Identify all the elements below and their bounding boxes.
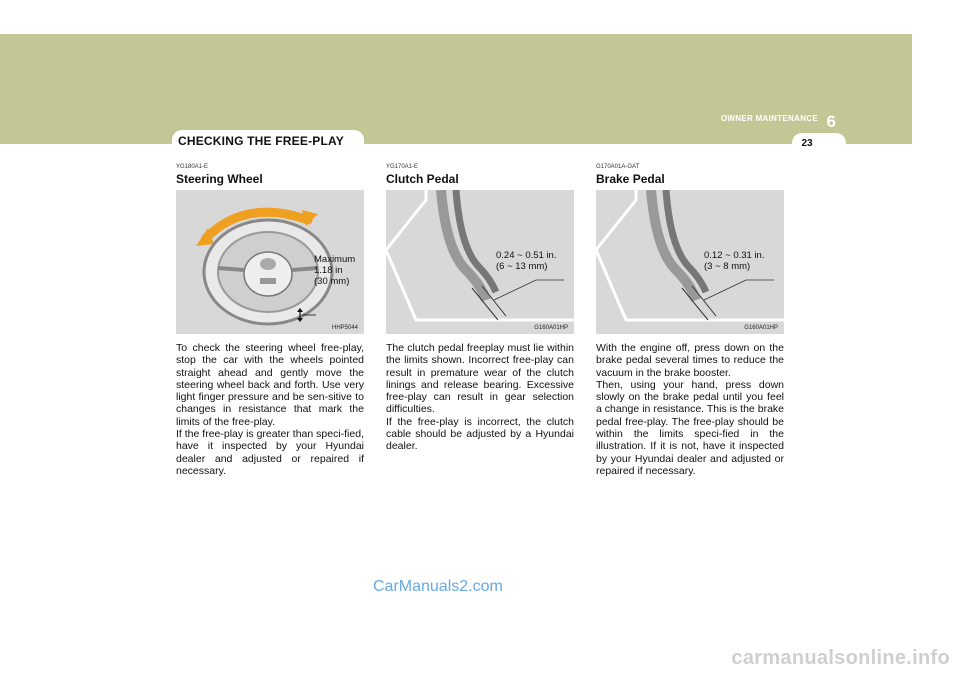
steering-heading: Steering Wheel <box>176 172 263 186</box>
clutch-freeplay-note: 0.24 ~ 0.51 in. (6 ~ 13 mm) <box>496 250 557 272</box>
brake-heading: Brake Pedal <box>596 172 665 186</box>
chapter-number: 6 <box>826 112 836 131</box>
clutch-column <box>386 164 574 453</box>
chapter-title: OWNER MAINTENANCE <box>720 114 818 123</box>
clutch-heading: Clutch Pedal <box>386 172 459 186</box>
clutch-code: YG170A1-E <box>386 164 419 170</box>
steering-freeplay-note: Maximum 1.18 in (30 mm) <box>314 254 356 287</box>
clutch-pedal-figure <box>386 190 574 334</box>
steering-body-text: To check the steering wheel free-play, stop the car with the wheels pointed straight ahead and gently move the steering wheel back and forth. Use very light finger pressure and be sen-sitive to changes in resistance that mark the limits of the free-play. If the free-play is greater than speci-fied, have it inspected by your Hyundai dealer and adjusted or repaired if necessary. <box>176 342 364 477</box>
brake-column <box>596 164 784 477</box>
brake-body-text: With the engine off, press down on the brake pedal several times to reduce the vacuum in the brake booster. Then, using your hand, press down slowly on the brake pedal until you feel a change in resistance. This is the brake pedal free-play. The free-play should be within the limits speci-fied in the illustration. If it is not, have it inspected by your Hyundai dealer and adjusted or repaired if necessary. <box>596 342 784 477</box>
side-margin <box>912 34 960 144</box>
watermark-link[interactable]: CarManuals2.com <box>373 578 503 595</box>
steering-wheel-figure <box>176 190 364 334</box>
steering-column <box>176 164 364 477</box>
steering-code: YG180A1-E <box>176 164 209 170</box>
top-margin <box>0 0 960 34</box>
brake-code: G170A01A-GAT <box>596 164 640 170</box>
footer-watermark: carmanualsonline.info <box>731 647 950 669</box>
clutch-body-text: The clutch pedal freeplay must lie within the limits shown. Incorrect free-play can result in premature wear of the clutch linings and release bearing. Excessive free-play can result in gear selection difficulties. If the free-play is incorrect, the clutch cable should be adjusted by a Hyundai dealer. <box>386 342 574 453</box>
clutch-figure-code: G160A01HP <box>534 325 568 331</box>
brake-pedal-figure <box>596 190 784 334</box>
header-band <box>0 34 912 144</box>
page-number: 23 <box>801 138 813 149</box>
brake-figure-code: G160A01HP <box>744 325 778 331</box>
steering-figure-code: HHP5044 <box>331 325 358 331</box>
section-title: CHECKING THE FREE-PLAY <box>178 134 344 148</box>
brake-freeplay-note: 0.12 ~ 0.31 in. (3 ~ 8 mm) <box>704 250 765 272</box>
